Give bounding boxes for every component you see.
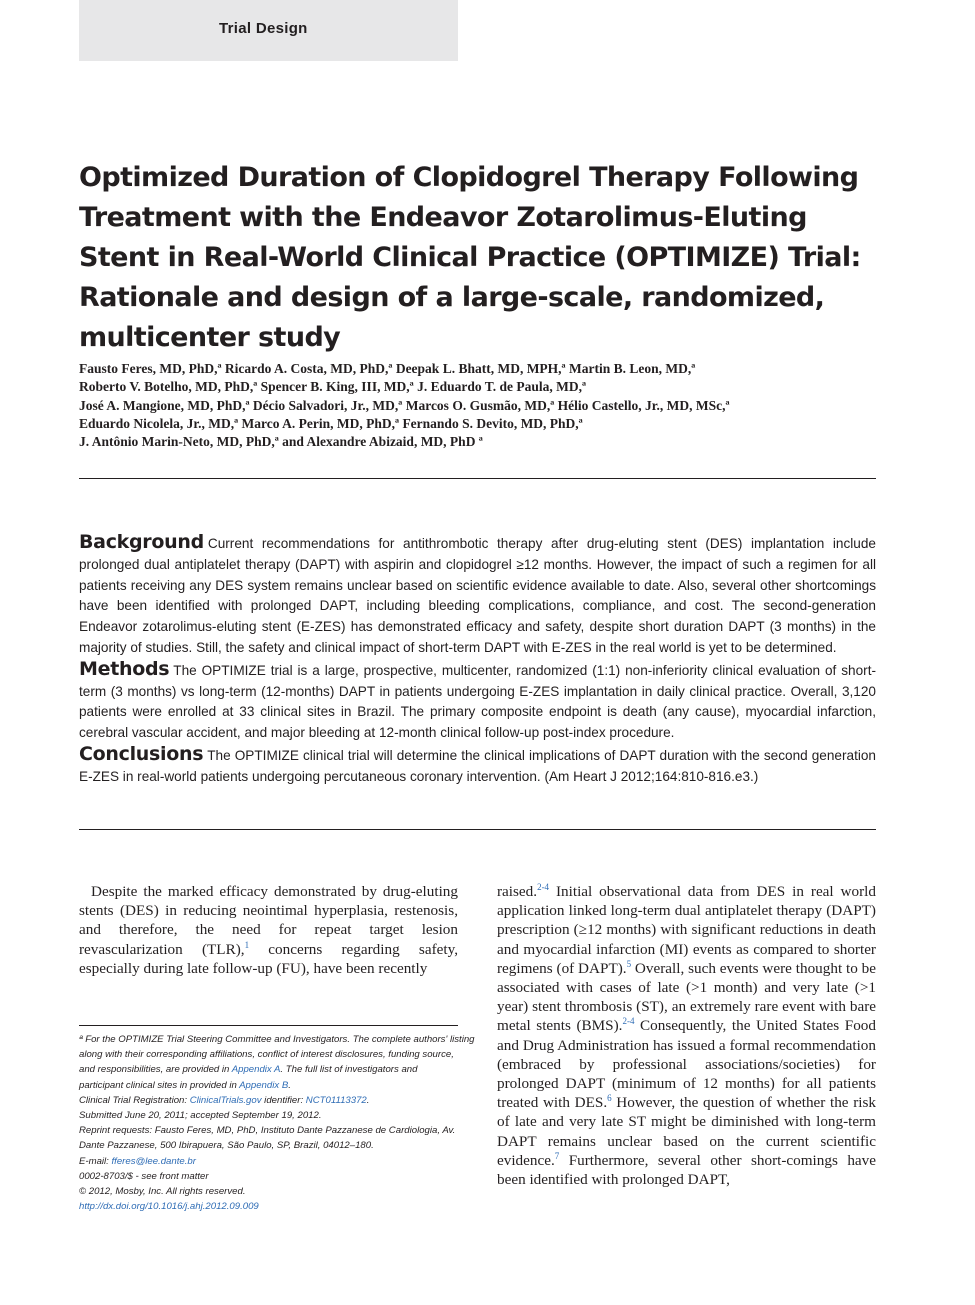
author-list — [79, 360, 889, 451]
clinicaltrials-link[interactable]: ClinicalTrials.gov — [189, 1094, 262, 1106]
conclusions-heading: Conclusions — [79, 742, 204, 765]
citation-link[interactable]: 2-4 — [537, 881, 550, 892]
footnotes — [79, 1032, 475, 1214]
footnote-line: Submitted June 20, 2011; accepted September 19, 2012. — [79, 1110, 322, 1122]
footnote-line: and responsibilities, are provided in Appendix A. The full list of investigators and — [79, 1064, 418, 1076]
author-line: Eduardo Nicolela, Jr., MD,ª Marco A. Perin, MD, PhD,ª Fernando S. Devito, MD, PhD,ª — [79, 415, 583, 431]
doi-link[interactable]: http://dx.doi.org/10.1016/j.ahj.2012.09.009 — [79, 1201, 259, 1213]
abstract-methods — [79, 659, 876, 744]
footnote-line: Reprint requests: Fausto Feres, MD, PhD, Instituto Dante Pazzanese de Cardiologia, Av. — [79, 1125, 456, 1137]
footnote-line: Clinical Trial Registration: ClinicalTrials.gov identifier: NCT01113372. — [79, 1094, 370, 1106]
background-heading: Background — [79, 531, 204, 553]
nct-id-link[interactable]: NCT01113372 — [305, 1094, 367, 1106]
citation-link[interactable]: 7 — [554, 1150, 560, 1161]
appendix-b-link[interactable]: Appendix B — [239, 1079, 289, 1091]
footnote-line: E-mail: fferes@lee.dante.br — [79, 1155, 196, 1167]
citation-link[interactable]: 6 — [607, 1093, 612, 1104]
footnote-line: ª For the OPTIMIZE Trial Steering Committee and Investigators. The complete authors' listing — [79, 1034, 475, 1045]
footnote-line: Dante Pazzanese, 500 Ibirapuera, São Paulo, SP, Brazil, 04012–180. — [79, 1140, 374, 1152]
footnote-line: 0002-8703/$ - see front matter — [79, 1170, 209, 1182]
citation-link[interactable]: 1 — [244, 939, 250, 950]
divider-top — [79, 478, 876, 479]
section-label: Trial Design — [219, 20, 308, 37]
body-paragraph — [79, 882, 458, 978]
email-link[interactable]: fferes@lee.dante.br — [111, 1155, 196, 1167]
background-text: Current recommendations for antithrombotic therapy after drug-eluting stent (DES) implantation include prolonged dual antiplatelet therapy (DAPT) with aspirin and clopidogrel ≥12 months. However, the impact of such a regimen for all patients receiving any DES system remains unclear based on scientific evidence available to date. Also, several other shortcomings have been identified with prolonged DAPT, including bleeding complications, compliance, and cost. The second-generation Endeavor zotarolimus-eluting stent (E-ZES) has demonstrated efficacy and safety, despite short duration DAPT (3 months) in the majority of studies. Still, the safety and clinical impact of short-term DAPT with E-ZES in the real world is yet to be determined. — [79, 536, 876, 655]
abstract-background — [79, 532, 876, 659]
body-column-right — [497, 882, 876, 1189]
author-line: Roberto V. Botelho, MD, PhD,ª Spencer B. King, III, MD,ª J. Eduardo T. de Paula, MD,ª — [79, 379, 587, 395]
conclusions-text: The OPTIMIZE clinical trial will determine the clinical implications of DAPT duration with the second generation E-ZES in real-world patients undergoing percutaneous coronary intervention. (Am Heart J 2012;164:810-816.e3.) — [79, 747, 876, 784]
methods-heading: Methods — [79, 657, 170, 680]
article-title: Optimized Duration of Clopidogrel Therapy Following Treatment with the Endeavor Zotarolimus-Eluting Stent in Real-World Clinical Practice (OPTIMIZE) Trial: Rationale and design of a large-scale, randomized, multicenter study — [79, 162, 861, 353]
methods-text: The OPTIMIZE trial is a large, prospective, multicenter, randomized (1:1) non-inferiority clinical evaluation of short-term (3 months) vs long-term (12-months) DAPT in patients undergoing E-ZES implantation in daily clinical practice. Overall, 3,120 patients were enrolled at 33 clinical sites in Brazil. The primary composite endpoint is death (any cause), myocardial infarction, cerebral vascular accident, and major bleeding at 12-month clinical follow-up post-index procedure. — [79, 662, 876, 741]
author-line: José A. Mangione, MD, PhD,ª Décio Salvadori, Jr., MD,ª Marcos O. Gusmão, MD,ª Hélio Castello, Jr., MD, MSc,ª — [79, 397, 730, 413]
body-text: Despite the marked efficacy demonstrated by drug-eluting stents (DES) in reducing neointimal hyperplasia, restenosis, and therefore, the need for repeat target lesion revascularization (TLR), — [79, 883, 458, 958]
citation-link[interactable]: 2-4 — [622, 1016, 635, 1027]
footnote-divider — [79, 1025, 458, 1026]
abstract — [79, 532, 876, 788]
body-paragraph: raised.$^{2-4}$ Initial observational data from DES in real world application linked long-term dual antiplatelet therapy (DAPT) prescription (≥12 months) with significant reductions in death and myocardial infarction (MI) events as compared to shorter regimens (of DAPT).$^5$ Overall, such events were thought to be associated with cases of late (>1 month) and very late (>1 year) stent thrombosis (ST), an extremely rare event with bare metal stents (BMS).$^{2-4}$ Consequently, the United States Food and Drug Administration has issued a formal recommendation (embraced by professional associations/societies) for prolonged DAPT (minimum of 12 months) for all patients treated with DES.$^6$ However, the question of whether the risk of late and very late ST might be diminished with long-term DAPT remains unclear based on the current scientific evidence.$^7$ Furthermore, several other short-comings have been identified with prolonged DAPT, — [497, 881, 876, 1189]
citation-link[interactable]: 5 — [626, 958, 632, 969]
body-column-left — [79, 882, 458, 978]
body-text: concerns regarding safety, especially during late follow-up (FU), have been recently — [79, 940, 458, 977]
footnote-line: © 2012, Mosby, Inc. All rights reserved. — [79, 1186, 246, 1198]
section-tab — [79, 0, 458, 61]
footnote-line: participant clinical sites in provided in Appendix B. — [79, 1079, 291, 1091]
appendix-a-link[interactable]: Appendix A — [231, 1064, 281, 1076]
divider-abstract — [79, 829, 876, 830]
author-line: J. Antônio Marin-Neto, MD, PhD,ª and Alexandre Abizaid, MD, PhD ª — [79, 434, 483, 450]
abstract-conclusions — [79, 744, 876, 788]
footnote-line: along with their corresponding affiliations, conflict of interest disclosures, funding source, — [79, 1049, 454, 1061]
author-line: Fausto Feres, MD, PhD,ª Ricardo A. Costa, MD, PhD,ª Deepak L. Bhatt, MD, MPH,ª Martin B. Leon, MD,ª — [79, 361, 696, 376]
